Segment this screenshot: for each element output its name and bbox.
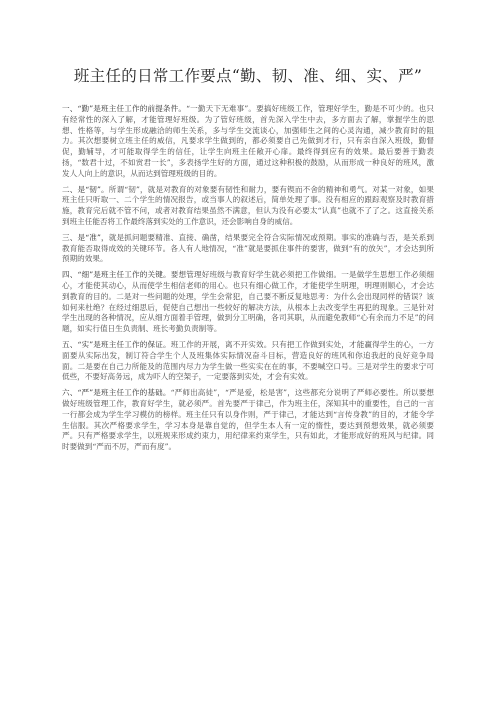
paragraph-yan (62, 388, 434, 453)
page-title: 班主任的日常工作要点“勤、韧、准、细、实、严” (73, 67, 423, 85)
paragraph-lead: 六、“严”是班主任工作的基础。 (62, 388, 171, 398)
paragraph-lead: 三、是“准”， (62, 232, 109, 242)
paragraph-xi (62, 270, 434, 335)
paragraph-ren (62, 185, 434, 228)
paragraph-body: “严师出高徒”，“严是爱，松是害”，这些都充分说明了严师必要性。所以要想做好班级管理工作，教育好学生，就必须严。首先要严于律己，作为班主任，深知其中的重要性，自己的一言一行都会成为学生学习模仿的榜样。班主任只有以身作则，严于律己，才能达到“言传身教”的目的，才能令学生信服。其次严格要求学生，学习本身是靠自觉的，但学生本人有一定的惰性，要达到预想效果，就必须要严。只有严格要求学生，以班规来形成约束力，用纪律来约束学生，只有如此，才能形成好的班风与纪律。同时要做到“严而不厉，严而有度”。 (62, 388, 434, 452)
paragraph-zhun (62, 233, 434, 265)
paragraph-lead: 二、是“韧”。 (62, 184, 109, 194)
paragraph-body: 要想管理好班级与教育好学生就必须把工作做细。一是做学生思想工作必须细心，才能使其动心，从而使学生相信老师的用心。也只有细心做工作，才能使学生明理，明理则顺心，才会达到教育的目的。二是对一些问题的处理，学生会常犯，自己要不断反复地思考：为什么会出现同样的错误？该如何来杜绝？在经过细思后，促使自己想出一些较好的解决方法，从根本上去改变学生再犯的现象。三是针对学生出现的各种情况，应从细方面着手管理，做到分工明确，各司其职，从而避免教师“心有余而力不足”的问题，如实行值日生负责制、班长考勤负责制等。 (62, 270, 435, 334)
paragraph-lead: 一、“勤”是班主任工作的前提条件。 (62, 104, 187, 113)
paragraph-body: 就是抓问题要精准、直接、确凿，结果要完全符合实际情况或预期。事实的准确与否，是关系到教育能否取得成效的关键环节。各人有人地情况，“准”就是要抓住事件的要害，做到“有的放矢”，才会达到所预期的效果。 (62, 232, 435, 264)
paragraph-qin (62, 104, 434, 180)
paragraph-body: “一勤天下无难事”。要搞好班级工作，管理好学生，勤是不可少的。也只有经常性的深入了解，才能管理好班级。为了管好班级，首先深入学生中去，多方面去了解，掌握学生的思想、性格等，与学生形成融洽的师生关系，多与学生交流谈心，加强师生之间的心灵沟通，减少教育时的阻力。其次想要树立班主任的威信，凡要求学生做到的，都必须要自己先做到才行，只有亲自深入班级，勤督促，勤辅导，才可能取得学生的信任，让学生向班主任敞开心扉。最终得到应有的效果。最后要善于勤表扬，“数君十过，不如赏君一长”，多表扬学生好的方面，通过这种积极的鼓励，从而形成一种良好的班风，激发人人向上的意识，从而达到管理班级的目的。 (62, 104, 434, 178)
paragraph-body: 班工作的开展，离不开实效。只有把工作做到实处，才能赢得学生的心，一方面要从实际出发，制订符合学生个人及班集体实际情况奋斗目标，营造良好的班风和你追我赶的良好竞争局面。二是要在自己力所能及的范围内尽力为学生做一些实实在在的事，不要喊空口号。三是对学生的要求宁可低些，不要好高务远，成为吓人的空架子，一定要落到实处，才会有实效。 (62, 339, 435, 382)
paragraph-lead: 五、“实”是班主任工作的保证。 (62, 339, 171, 349)
paragraph-body: 所谓“韧”，就是对教育的对象要有韧性和耐力，要有锲而不舍的精神和勇气。对某一对象，如果班主任只听取一、二个学生的情况报告，或当事人的叙述后，简单处理了事。没有相应的跟踪观察及时教育措施，教育完后就不管不问，或者对教育结果虽然不满意，但认为没有必要太“认真”也就不了了之。这直接关系到班主任能否将工作最终落到实处的工作意识，还会影响自身的威信。 (62, 184, 435, 226)
paragraph-lead: 四、“细”是班主任工作的关键。 (62, 270, 171, 280)
paragraph-shi (62, 340, 434, 383)
